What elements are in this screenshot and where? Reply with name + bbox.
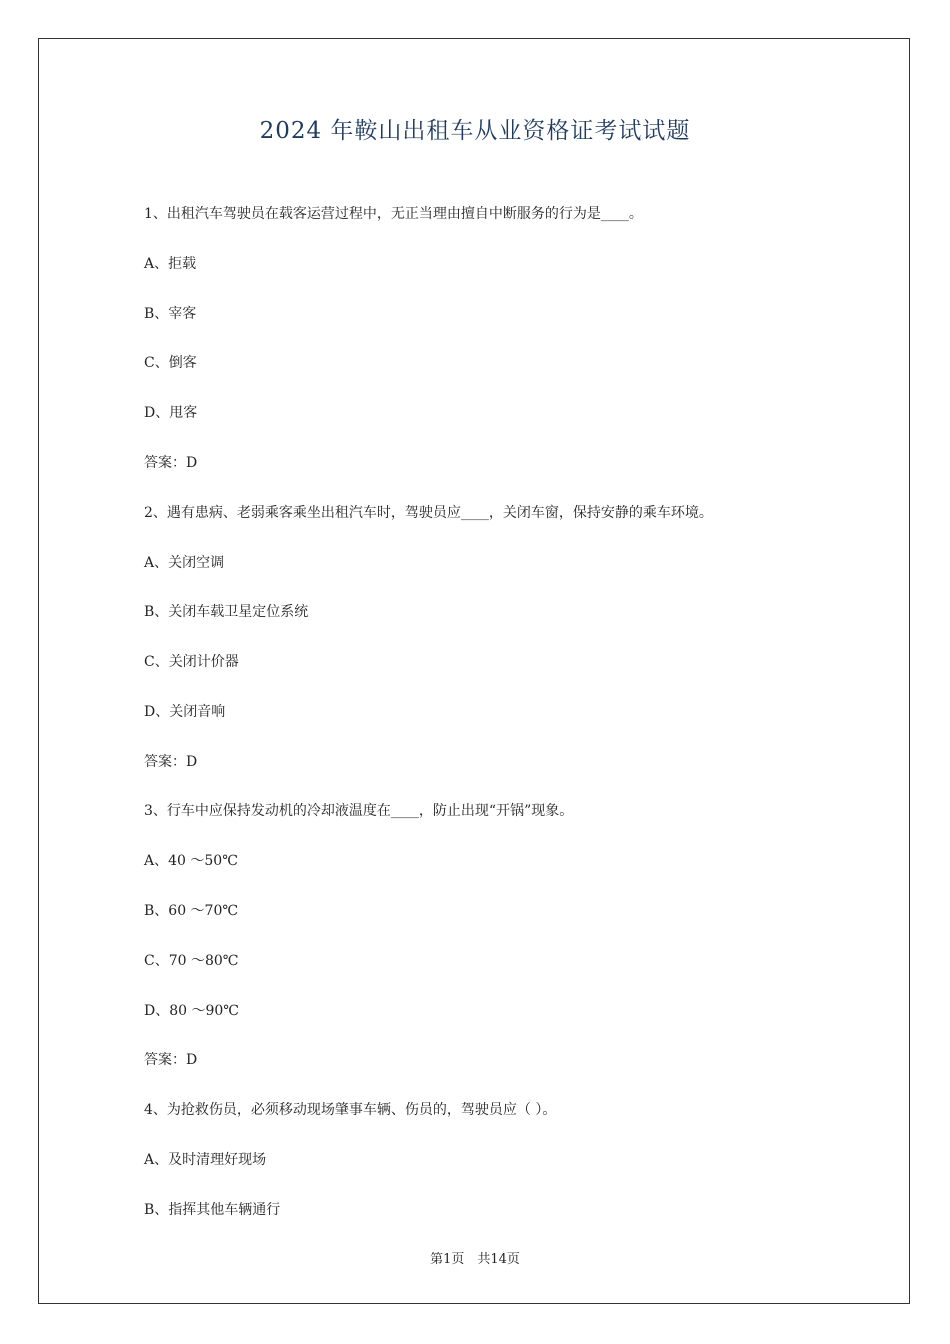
q2-answer: 答案：D <box>144 754 198 770</box>
q4-option-a: A、及时清理好现场 <box>144 1152 267 1168</box>
page-footer: 第1页 共14页 <box>430 1252 520 1267</box>
q2-option-b: B、关闭车载卫星定位系统 <box>144 604 309 620</box>
q1-option-c: C、倒客 <box>144 355 197 371</box>
q1-option-d: D、甩客 <box>144 405 198 421</box>
q2-option-c: C、关闭计价器 <box>144 654 239 670</box>
page-title: 2024 年鞍山出租车从业资格证考试试题 <box>259 118 691 144</box>
question-3: 3、行车中应保持发动机的冷却液温度在____，防止出现“开锅”现象。 <box>144 803 574 819</box>
q1-answer: 答案：D <box>144 455 198 471</box>
q3-option-c: C、70 ～80℃ <box>144 953 239 969</box>
q2-option-d: D、关闭音响 <box>144 704 226 720</box>
question-1: 1、出租汽车驾驶员在载客运营过程中，无正当理由擅自中断服务的行为是____。 <box>144 206 643 222</box>
question-2: 2、遇有患病、老弱乘客乘坐出租汽车时，驾驶员应____，关闭车窗，保持安静的乘车环境。 <box>144 505 713 521</box>
question-4: 4、为抢救伤员，必须移动现场肇事车辆、伤员的，驾驶员应（ ）。 <box>144 1102 557 1118</box>
q3-option-d: D、80 ～90℃ <box>144 1003 239 1019</box>
q4-option-b: B、指挥其他车辆通行 <box>144 1202 281 1218</box>
q3-option-b: B、60 ～70℃ <box>144 903 239 919</box>
q1-option-b: B、宰客 <box>144 306 197 322</box>
q2-option-a: A、关闭空调 <box>144 555 225 571</box>
q3-option-a: A、40 ～50℃ <box>144 853 238 869</box>
q1-option-a: A、拒载 <box>144 256 197 272</box>
q3-answer: 答案：D <box>144 1052 198 1068</box>
